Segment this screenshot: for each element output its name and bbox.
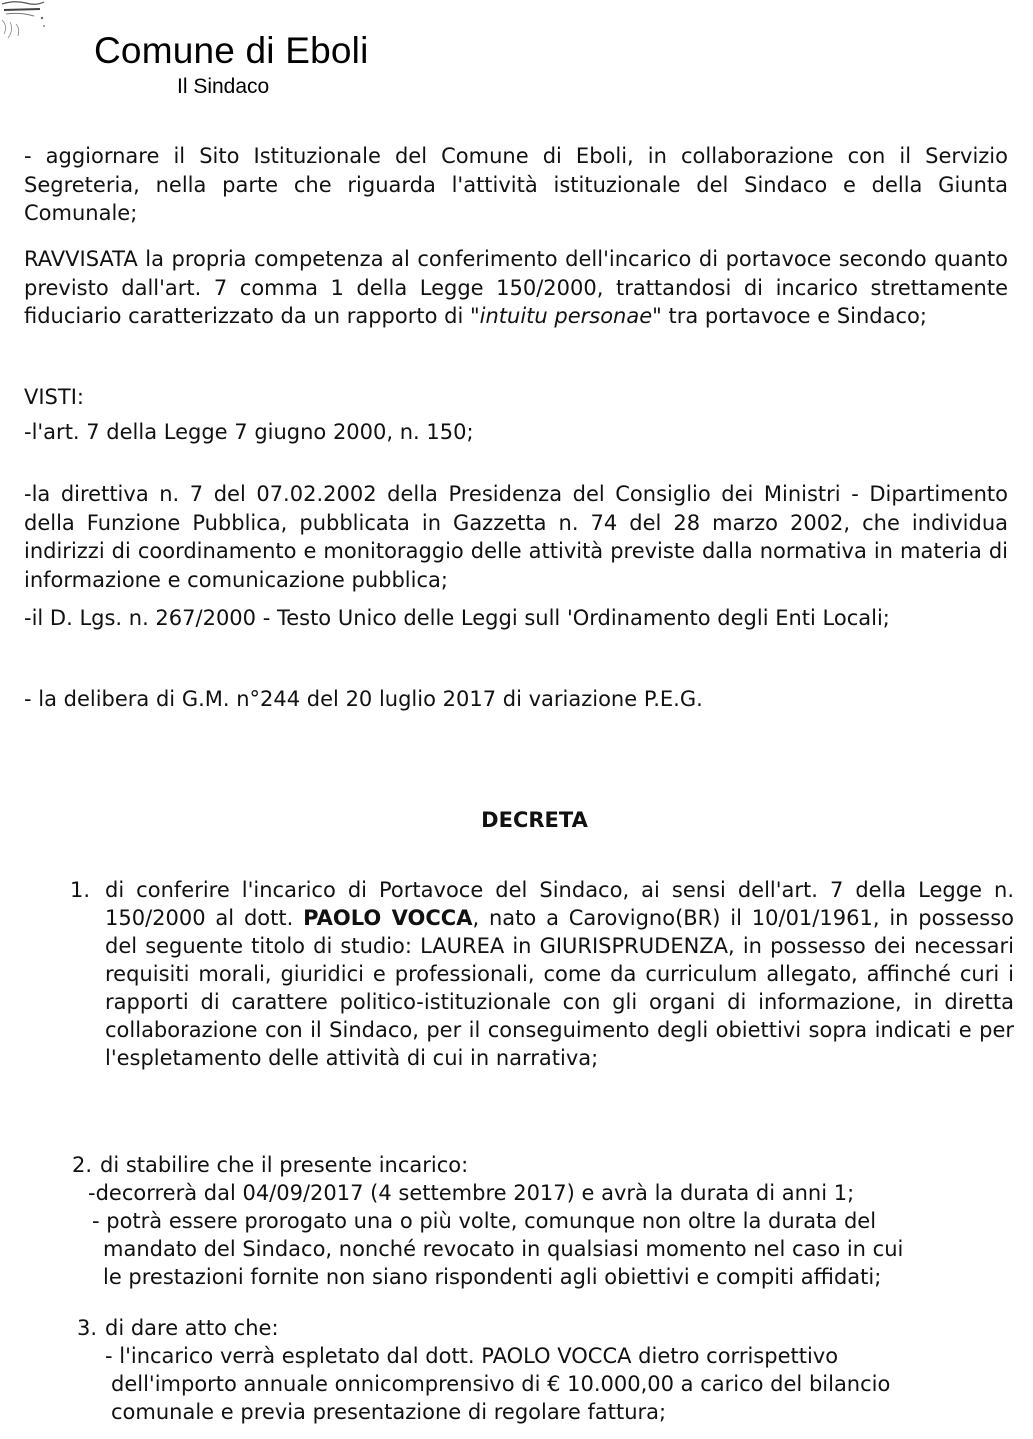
ravvisata-text-end: tra portavoce e Sindaco; xyxy=(661,304,927,328)
visti-item-2: -la direttiva n. 7 del 07.02.2002 della Presidenza del Consiglio dei Ministri - Dipartimento della Funzione Pubblica, pubblicata in Gazzetta n. 74 del 28 marzo 2002, che individua indirizzi di coordinamento e monitoraggio delle attività previste dalla normativa in materia di informazione e comunicazione pubblica; xyxy=(24,482,1008,592)
item-text xyxy=(88,1151,1010,1291)
municipality-name: Comune di Eboli xyxy=(94,30,369,71)
decree-item-2 xyxy=(72,1151,1012,1301)
office-subtitle: Il Sindaco xyxy=(177,75,270,98)
intro-paragraph: - aggiornare il Sito Istituzionale del Comune di Eboli, in collaborazione con il Servizio Segreteria, nella parte che riguarda l'attività istituzionale del Sindaco e della Giunta Comunale; xyxy=(24,144,1008,225)
item-text-end: , nato a Carovigno(BR) il 10/01/1961, in possesso del seguente titolo di studio: LAUREA in GIURISPRUDENZA, in possesso dei necessari requisiti morali, giuridici e professionali, come da curriculum allegato, affinché curi i rapporti di carattere politico-istituzionale con gli organi di informazione, in diretta collaborazione con il Sindaco, per il conseguimento degli obiettivi sopra indicati e per l'espletamento delle attività di cui in narrativa; xyxy=(105,906,1015,1070)
item-number: 1. xyxy=(70,878,91,902)
item-line: -decorrerà dal 04/09/2017 (4 settembre 2017) e avrà la durata di anni 1; xyxy=(88,1181,855,1205)
item-line: di dare atto che: xyxy=(105,1316,279,1340)
visti-item-1: -l'art. 7 della Legge 7 giugno 2000, n. 150; xyxy=(24,420,474,444)
visti-item-4: - la delibera di G.M. n°244 del 20 luglio 2017 di variazione P.E.G. xyxy=(24,687,703,711)
decree-item-1 xyxy=(70,876,1014,1108)
item-number: 3. xyxy=(77,1316,98,1340)
decreta-heading: DECRETA xyxy=(481,808,588,832)
item-line: le prestazioni fornite non siano rispondenti agli obiettivi e compiti affidati; xyxy=(103,1265,882,1289)
item-line: - l'incarico verrà espletato dal dott. PAOLO VOCCA dietro corrispettivo xyxy=(105,1344,839,1368)
item-line: di stabilire che il presente incarico: xyxy=(100,1153,469,1177)
item-number: 2. xyxy=(72,1153,93,1177)
item-text-start: di conferire l'incarico di Portavoce del Sindaco, ai sensi dell'art. 7 della Legge n. 150/2000 al dott. xyxy=(105,878,1014,930)
item-line: - potrà essere prorogato una o più volte, comunque non oltre la durata del xyxy=(92,1209,877,1233)
item-text xyxy=(105,876,1014,1072)
decree-item-3 xyxy=(77,1314,1007,1434)
municipal-seal-image xyxy=(0,0,48,44)
ravvisata-text: RAVVISATA la propria competenza al conferimento dell'incarico di portavoce secondo quanto previsto dall'art. 7 comma 1 della Legge 150/2000, trattandosi di incarico strettamente fiduciario caratterizzato da un rapporto di xyxy=(24,247,1008,328)
visti-item-3: -il D. Lgs. n. 267/2000 - Testo Unico delle Leggi sull 'Ordinamento degli Enti Locali; xyxy=(24,606,890,630)
item-line: comunale e previa presentazione di regolare fattura; xyxy=(111,1400,667,1424)
ravvisata-paragraph xyxy=(24,245,1008,331)
appointee-name: PAOLO VOCCA xyxy=(303,906,473,930)
item-line: mandato del Sindaco, nonché revocato in qualsiasi momento nel caso in cui xyxy=(103,1237,904,1261)
item-text xyxy=(105,1314,1005,1426)
item-line: dell'importo annuale onnicomprensivo di € 10.000,00 a carico del bilancio xyxy=(111,1372,891,1396)
visti-heading: VISTI: xyxy=(24,385,84,409)
ravvisata-italic: "intuitu personae" xyxy=(469,304,662,328)
